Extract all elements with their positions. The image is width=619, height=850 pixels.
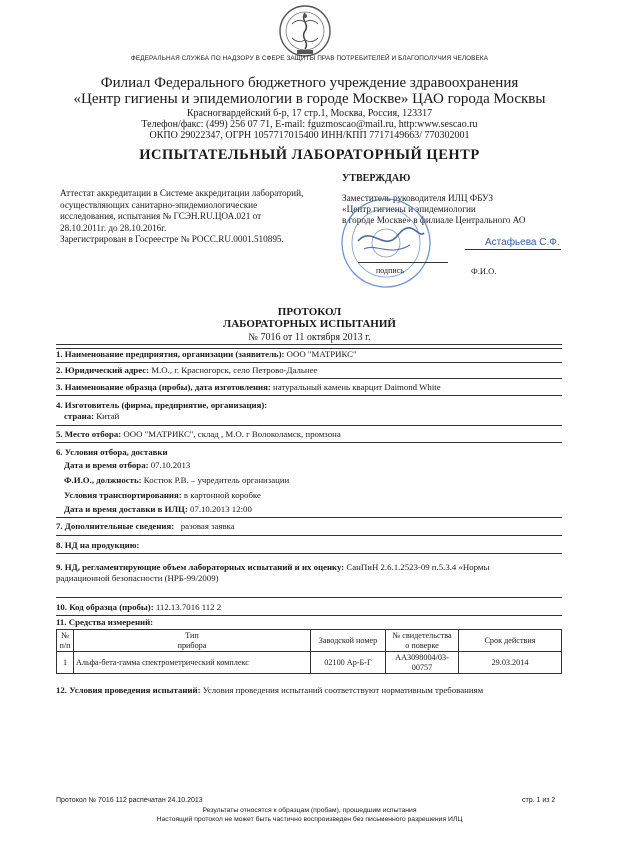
- accreditation-line: Аттестат аккредитации в Системе аккредитации лабораторий,: [60, 188, 304, 198]
- item-2: [56, 365, 562, 379]
- table-cell: Альфа-бета-гамма спектрометрический комплекс: [74, 652, 311, 674]
- item-9-cont: [56, 573, 562, 584]
- footer-note-1: Результаты относятся к образцам (пробам), прошедшим испытания: [202, 807, 417, 814]
- item-label: 9. НД, регламентирующие объем лабораторных испытаний и их оценку:: [56, 562, 345, 572]
- accreditation-line: Зарегистрирован в Госреестре № РОСС.RU.0001.510895.: [60, 234, 284, 244]
- item-label: Дата и время отбора:: [64, 460, 149, 470]
- signature-line: [358, 262, 448, 263]
- item-value: натуральный камень кварцит Daimond White: [273, 382, 441, 392]
- item-label: 8. НД на продукцию:: [56, 540, 140, 550]
- official-stamp: [338, 195, 434, 291]
- item-label: Условия транспортирования:: [64, 490, 182, 500]
- item-value: ООО "МАТРИКС", склад , М.О. г Волоколамск, промзона: [123, 429, 341, 439]
- item-value: 07.10.2013: [150, 460, 191, 470]
- item-label: страна:: [64, 411, 95, 421]
- page-number: стр. 1 из 2: [522, 797, 556, 804]
- item-value: ООО "МАТРИКС": [286, 349, 357, 359]
- col-header: № п/п: [57, 630, 74, 652]
- item-6: [56, 447, 562, 458]
- col-header: Тип прибора: [74, 630, 311, 652]
- item-value: Условия проведения испытаний соответствуют нормативным требованиям: [202, 685, 484, 695]
- item-5: [56, 429, 562, 443]
- table-row: [57, 652, 562, 674]
- divider: [56, 425, 562, 426]
- item-value: Костюк Р.В. – учредитель организации: [143, 475, 290, 485]
- item-6-transport: [64, 490, 261, 501]
- item-4-country: [64, 411, 119, 422]
- footer-print-info: Протокол № 7016 112 распечатан 24.10.2013: [56, 797, 203, 804]
- item-6-date: [64, 460, 190, 471]
- approval-line: Заместитель руководителя ИЛЦ ФБУЗ: [342, 193, 494, 203]
- table-cell: 02100 Ар-Б-Г: [311, 652, 386, 674]
- item-value: Китай: [96, 411, 120, 421]
- accreditation-line: 28.10.2011г. до 28.10.2016г.: [60, 222, 167, 233]
- table-cell: 1: [57, 652, 74, 674]
- col-header: Срок действия: [459, 630, 562, 652]
- item-7: [56, 521, 562, 536]
- table-header-row: [57, 630, 562, 652]
- org-name-line1: Филиал Федерального бюджетного учреждение здравоохранения: [100, 75, 519, 91]
- item-label: 2. Юридический адрес:: [56, 365, 150, 375]
- fio-line: [465, 249, 561, 250]
- approval-title: УТВЕРЖДАЮ: [342, 173, 411, 184]
- col-header: Заводской номер: [311, 630, 386, 652]
- item-label: 10. Код образца (пробы):: [56, 602, 154, 612]
- item-value: СанПиН 2.6.1.2523-09 п.5.3.4 «Нормы: [346, 562, 490, 572]
- item-3: [56, 382, 562, 396]
- accreditation-line: исследования, испытания № ГСЭН.RU.ЦОА.021 от: [60, 211, 262, 221]
- item-12: [56, 685, 562, 696]
- item-value: М.О., г. Красногорск, село Петрово-Дальнее: [151, 365, 318, 375]
- item-label: 3. Наименование образца (пробы), дата изготовления:: [56, 382, 271, 392]
- org-name-line2: «Центр гигиены и эпидемиологии в городе Москве» ЦАО города Москвы: [73, 91, 546, 107]
- item-11: [56, 617, 562, 628]
- org-contacts: Телефон/факс: (499) 256 07 71, E-mail: fguzmoscao@mail.ru, http:www.sescao.ru: [141, 119, 478, 130]
- fio-label: Ф.И.О.: [471, 266, 497, 276]
- org-codes: ОКПО 29022347, ОГРН 1057717015400 ИНН/КПП 7717149663/ 770302001: [149, 130, 470, 141]
- accreditation-line: осуществляющих санитарно-эпидемиологические: [60, 199, 258, 210]
- item-label: 6. Условия отбора, доставки: [56, 447, 168, 457]
- footer-note-2: Настоящий протокол не может быть частично воспроизведен без письменного разрешения ИЛЦ: [156, 816, 463, 823]
- protocol-title: ПРОТОКОЛ: [277, 306, 342, 318]
- item-label: 1. Наименование предприятия, организации (заявитель):: [56, 349, 285, 359]
- item-label: 7. Дополнительные сведения:: [56, 521, 175, 531]
- item-value: радиационной безопасности (НРБ-99/2009): [56, 573, 219, 583]
- org-address: Красногвардейский б-р, 17 стр.1, Москва, Россия, 123317: [186, 108, 433, 119]
- item-value: в картонной коробке: [183, 490, 261, 500]
- service-title: ФЕДЕРАЛЬНАЯ СЛУЖБА ПО НАДЗОРУ В СФЕРЕ ЗАЩИТЫ ПРАВ ПОТРЕБИТЕЛЕЙ И БЛАГОПОЛУЧИЯ ЧЕЛОВЕКА: [130, 55, 489, 62]
- signature-label: подпись: [376, 266, 404, 275]
- item-10: [56, 602, 562, 616]
- approval-line: «Центр гигиены и эпидемиологии: [342, 204, 476, 214]
- item-6-delivery: [64, 504, 252, 515]
- protocol-number: № 7016 от 11 октября 2013 г.: [248, 332, 371, 343]
- divider: [56, 597, 562, 598]
- item-8: [56, 540, 562, 554]
- item-label: Ф.И.О., должность:: [64, 475, 142, 485]
- item-label: 4. Изготовитель (фирма, предприятие, организация):: [56, 400, 268, 410]
- item-9: [56, 562, 562, 573]
- item-label: 5. Место отбора:: [56, 429, 122, 439]
- divider: [56, 517, 562, 518]
- item-1: [56, 349, 562, 363]
- item-label: 11. Средства измерений:: [56, 617, 154, 627]
- col-header: № свидетельства о поверке: [386, 630, 459, 652]
- accreditation-block: [60, 188, 330, 246]
- item-value: 112.13.7016 112 2: [155, 602, 222, 612]
- signer-name: Астафьева С.Ф.: [485, 237, 560, 248]
- item-value: разовая заявка: [180, 521, 235, 531]
- instruments-table: [56, 629, 562, 674]
- rospotrebnadzor-emblem: [278, 4, 332, 58]
- table-cell: 29.03.2014: [459, 652, 562, 674]
- table-cell: АА3098004/03- 00757: [386, 652, 459, 674]
- item-4: [56, 400, 562, 411]
- approval-line: в городе Москве» в филиале Центрального АО: [342, 215, 526, 225]
- item-label: 12. Условия проведения испытаний:: [56, 685, 201, 695]
- protocol-subtitle: ЛАБОРАТОРНЫХ ИСПЫТАНИЙ: [223, 318, 396, 330]
- lab-center-title: ИСПЫТАТЕЛЬНЫЙ ЛАБОРАТОРНЫЙ ЦЕНТР: [139, 147, 480, 163]
- item-6-fio: [64, 475, 289, 486]
- item-label: Дата и время доставки в ИЛЦ:: [64, 504, 188, 514]
- item-value: 07.10.2013 12:00: [190, 504, 252, 514]
